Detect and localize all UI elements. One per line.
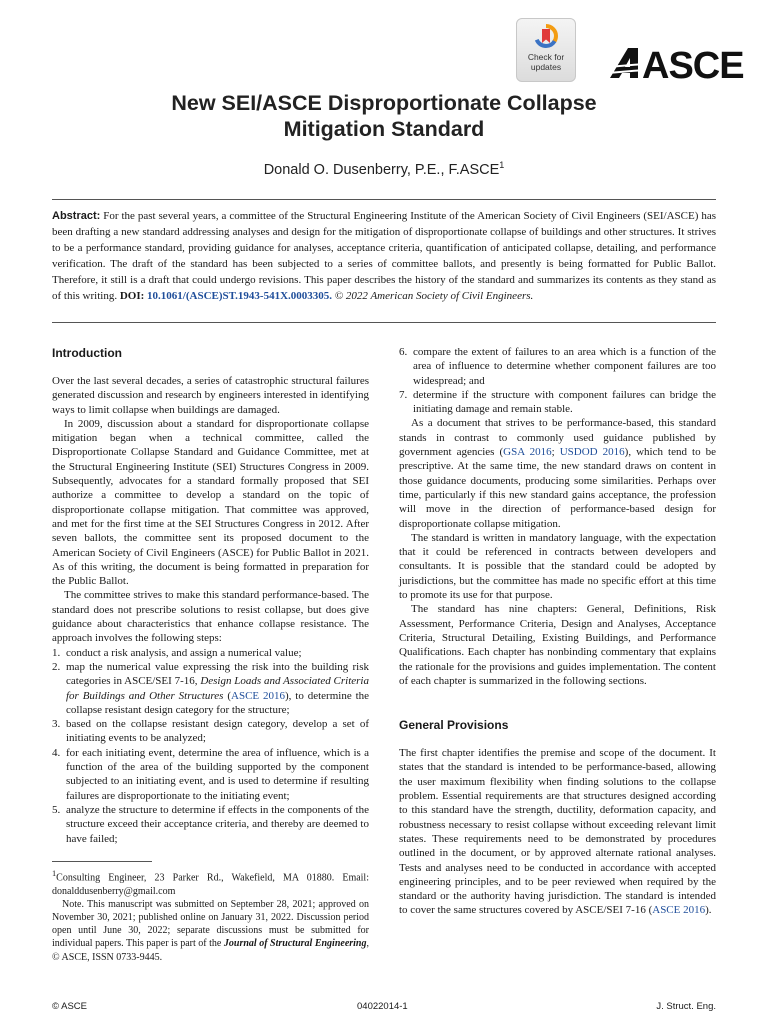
standard-title: Design Loads and Associated Criteria for Buildings and Other Structures	[66, 675, 369, 702]
step-number: 3.	[52, 718, 61, 731]
list-item	[399, 388, 716, 417]
paper-title	[60, 90, 708, 142]
title-line-1: New SEI/ASCE Disproportionate Collapse	[171, 91, 597, 115]
author-line	[60, 160, 708, 178]
author-footnote-mark: 1	[499, 160, 505, 170]
step-text: map the numerical value expressing the risk into the building risk categories in ASCE/SEI 7-16,	[66, 660, 369, 688]
step-text: determine if the structure with component failures can bridge the initiating damage and remain stable.	[413, 388, 716, 416]
intro-paragraph-3: The committee strives to make this standard performance-based. The standard does not prescribe solutions to resist collapse, but does give guidance about characteristics that enhance collapse resistance. The approach involves the following steps:	[52, 589, 369, 645]
body-paragraph	[399, 746, 716, 918]
asce-logo-mark	[608, 42, 644, 82]
step-text: analyze the structure to determine if effects in the components of the structure exceed their acceptance criteria, and thereby are deemed to have failed;	[66, 803, 369, 845]
step-text: for each initiating event, determine the area of influence, which is a function of the area of the building supported by the component subjected to an initiating event, and is used to determine if resulting failures are disproportionate to the initiating event;	[66, 746, 369, 802]
left-column	[52, 345, 369, 846]
list-item	[52, 717, 369, 746]
body-text: The first chapter identifies the premise and scope of the document. It states that the standard is intended to be performance-based, allowing the user maximum flexibility when finding solutions to the collapse problem. Essential requirements are that structures designed according to this standard have the strength, ductility, deformation capacity, and robustness necessary to resist collapse without exceeding relevant limit states. These requirements need to be demonstrated by procedures outlined in the document, or by approved alternate rational analyses. Tests and analyses need to be conducted in accordance with accepted engineering principles, and to be peer reviewed when required by the standard or the authority having jurisdiction. The standard is intended to cover the same structures covered by ASCE/SEI 7-16 (	[399, 747, 716, 917]
list-item	[399, 345, 716, 388]
citation-link[interactable]: USDOD 2016	[559, 446, 625, 459]
abstract-bottom-rule	[52, 322, 716, 323]
step-text: compare the extent of failures to an area which is a function of the area of influence to determine whether component failures are too widespread; and	[413, 346, 716, 387]
steps-list	[52, 646, 369, 846]
list-item	[52, 746, 369, 803]
footnote-mark: 1	[52, 869, 57, 878]
abstract-text: For the past several years, a committee of the Structural Engineering Institute of the American Society of Civil Engineers (SEI/ASCE) has been drafting a new standard addressing analyses and design for the mitigation of disproportionate collapse of buildings and other structures. It strives to be a performance standard, providing guidance for analyses, acceptance criteria, quantification of anticipated collapse, detailing, and performance verification. The draft of the standard has been subjected to a series of committee ballots, and presently is being formatted for Public Ballot. Therefore, it still is a draft that could undergo revisions. This paper describes the history of the standard and summarizes its contents as they stand as of this writing.	[52, 210, 716, 302]
footer-journal: J. Struct. Eng.	[656, 1001, 716, 1012]
right-column	[399, 345, 716, 918]
footnote-note	[52, 898, 369, 964]
step-text: conduct a risk analysis, and assign a numerical value;	[66, 646, 302, 659]
step-number: 5.	[52, 803, 61, 816]
author-name: Donald O. Dusenberry, P.E., F.ASCE	[263, 161, 500, 178]
footnote-affiliation-text: Consulting Engineer, 23 Parker Rd., Wakefield, MA 01880. Email: donalddusenberry@gmail.com	[52, 872, 369, 897]
steps-list-continued	[399, 345, 716, 416]
section-heading-general-provisions: General Provisions	[399, 718, 509, 733]
check-for-updates-badge[interactable]	[516, 18, 576, 82]
intro-paragraph-1: Over the last several decades, a series of catastrophic structural failures generated discussion and research by engineers interested in identifying ways to limit collapse when buildings are damaged.	[52, 375, 369, 416]
section-heading-introduction: Introduction	[52, 346, 122, 360]
abstract-top-rule	[52, 199, 716, 200]
step-number: 6.	[399, 346, 408, 358]
badge-line-1: Check for	[527, 52, 565, 62]
title-line-2: Mitigation Standard	[283, 117, 485, 141]
badge-line-2: updates	[530, 62, 562, 72]
list-item	[52, 646, 369, 660]
footnote-rule	[52, 861, 152, 862]
abstract-block	[52, 208, 716, 304]
intro-paragraph-2: In 2009, discussion about a standard for disproportionate collapse mitigation began when a technical committee, called the Disproportionate Collapse Standard and Guidance Committee, met at the Structural Engineering Institute (SEI) Structures Congress in 2009. Subsequently, advocates for a standard formally proposed that SEI authorize a committee to develop a standard on the topic of disproportionate collapse mitigation. That committee was approved, and met for the first time at the SEI Structures Congress in 2012. After seven ballots, the committee sent its proposed document to the American Society of Civil Engineers (ASCE) for Public Ballot in 2021. As of this writing, the document is being formatted in preparation for the Public Ballot.	[52, 417, 369, 588]
copyright-line: © 2022 American Society of Civil Engineers.	[334, 290, 534, 302]
body-text: ).	[705, 904, 712, 917]
step-number: 4.	[52, 746, 61, 759]
body-paragraph	[399, 416, 716, 530]
footer-article-number: 04022014-1	[357, 1001, 408, 1012]
step-number: 2.	[52, 660, 61, 673]
doi-label: DOI:	[119, 290, 145, 302]
footnote-note-text: Note. This manuscript was submitted on September 28, 2021; approved on November 30, 2021; published online on January 31, 2022. Discussion period open until June 30, 2022; separate discussions must be submitted for individual papers. This paper is part of the	[52, 898, 369, 950]
step-text: based on the collapse resistant design category, develop a set of initiating events to be analyzed;	[66, 718, 369, 745]
list-item	[52, 803, 369, 846]
abstract-label: Abstract:	[52, 210, 101, 222]
citation-link[interactable]: ASCE 2016	[652, 904, 706, 917]
step-number: 7.	[399, 388, 408, 401]
doi-link[interactable]: 10.1061/(ASCE)ST.1943-541X.0003305.	[147, 290, 333, 302]
footnotes	[52, 867, 369, 964]
body-text: As a document that strives to be performance-based, this standard stands in contrast to commonly used guidance published by government agencies (	[399, 417, 716, 459]
crossmark-icon	[534, 24, 558, 48]
step-number: 1.	[52, 646, 61, 659]
step-text-paren: (	[223, 689, 232, 702]
body-text: ), which tend to be prescriptive. At the same time, the new standard draws on content in those guidance documents, producing some similarities. Perhaps over time, particularly if this new standard gains acceptance, the profession will move in the direction of performance-based design for disproportionate collapse mitigation.	[399, 446, 716, 530]
citation-separator: ;	[551, 446, 560, 459]
journal-name: Journal of Structural Engineering	[223, 938, 367, 950]
citation-link[interactable]: ASCE 2016	[231, 689, 286, 702]
body-paragraph: The standard is written in mandatory language, with the expectation that it could be referenced in contracts between developers and consultants. It is possible that the standard could be adopted by jurisdictions, but the committee has made no specific effort at this time to promote its use for that purpose.	[399, 531, 716, 602]
footnote-note-end: , © ASCE, ISSN 0733-9445.	[52, 938, 369, 963]
footer-copyright: © ASCE	[52, 1001, 87, 1012]
body-paragraph: The standard has nine chapters: General, Definitions, Risk Assessment, Performance Criteria, Design and Analyses, Acceptance Criteria, Structural Detailing, Existing Buildings, and Performance Qualifications. Each chapter has nonbinding commentary that explains the rationale for the provisions and guides implementation. The content of each chapter is summarized in the following sections.	[399, 603, 716, 687]
citation-link[interactable]: GSA 2016	[503, 446, 552, 459]
list-item	[52, 660, 369, 717]
step-text-end: ), to determine the collapse resistant design category for the structure;	[66, 689, 370, 716]
asce-logo-text: ASCE	[642, 45, 744, 87]
footnote-affiliation	[52, 867, 369, 898]
